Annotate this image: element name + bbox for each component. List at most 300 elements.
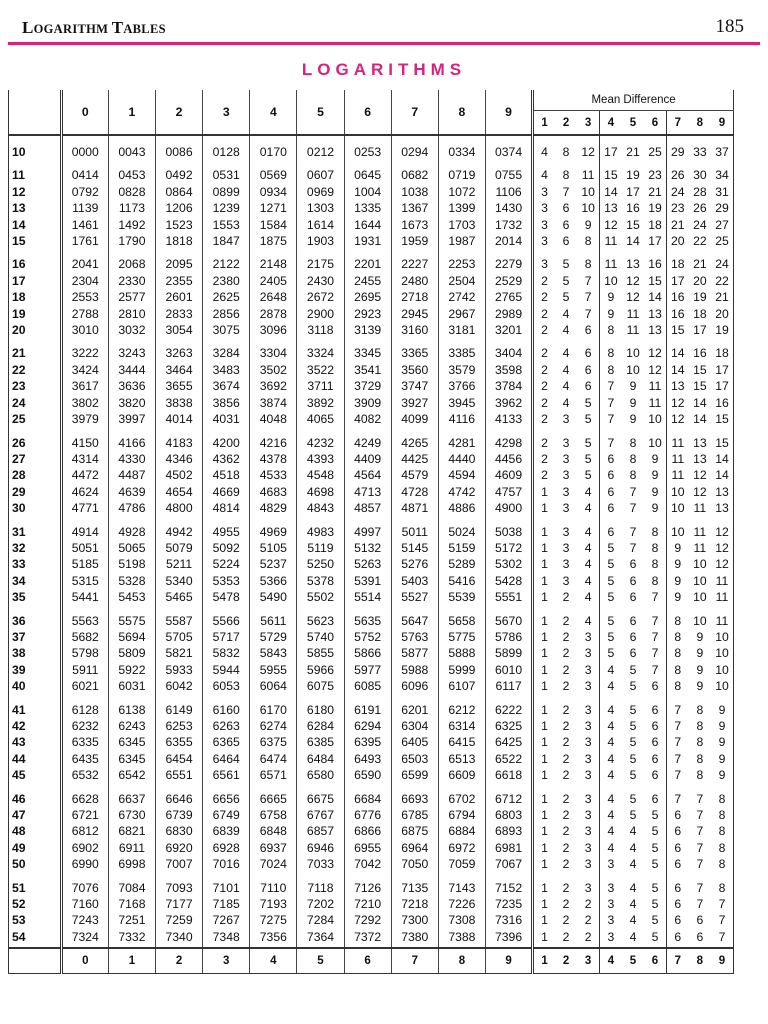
mean-difference-value: 8	[600, 322, 622, 338]
mean-difference-value: 12	[666, 411, 688, 427]
mean-difference-value: 13	[648, 306, 662, 321]
mean-difference-value: 6	[666, 807, 688, 823]
log-value: 4330	[108, 451, 155, 467]
column-header: 3	[203, 90, 250, 135]
log-value: 7332	[108, 929, 155, 948]
mean-difference-value: 1	[541, 791, 548, 806]
log-value: 4166	[108, 435, 155, 451]
log-value: 5855	[297, 645, 344, 661]
log-value: 3945	[438, 395, 485, 411]
log-value: 6911	[108, 840, 155, 856]
mean-difference-value: 10	[648, 435, 662, 450]
log-value: 7267	[203, 912, 250, 928]
corner-cell	[9, 90, 62, 135]
mean-difference-value: 2	[541, 362, 548, 377]
log-value: 7348	[203, 929, 250, 948]
log-value: 4713	[344, 484, 391, 500]
mean-difference-value: 6	[651, 702, 659, 717]
mean-difference-value: 7	[651, 662, 659, 677]
log-value: 7042	[344, 856, 391, 872]
diff-column-header: 9	[711, 111, 734, 136]
mean-difference-value: 13	[693, 451, 707, 466]
log-value: 4378	[250, 451, 297, 467]
mean-difference-value: 6	[600, 484, 622, 500]
row-number: 51	[9, 880, 62, 896]
log-value: 2504	[438, 273, 485, 289]
log-value: 6618	[485, 767, 532, 783]
mean-difference-value: 7	[666, 718, 688, 734]
log-value: 2041	[71, 257, 99, 272]
mean-difference-value: 3	[600, 929, 622, 948]
log-value: 6138	[108, 702, 155, 718]
log-value: 3222	[71, 346, 99, 361]
log-value: 6937	[250, 840, 297, 856]
table-row	[9, 629, 734, 645]
mean-difference-value: 2	[562, 719, 570, 733]
log-value: 5922	[108, 662, 155, 678]
log-value: 6335	[71, 735, 99, 750]
spacer-cell	[9, 249, 62, 256]
log-value: 6893	[485, 823, 532, 839]
log-value: 1523	[156, 217, 203, 233]
log-value: 7226	[438, 896, 485, 912]
mean-difference-value: 8	[711, 791, 734, 807]
mean-difference-value: 6	[584, 323, 592, 338]
mean-difference-value: 10	[666, 484, 688, 500]
log-value: 0682	[391, 167, 438, 183]
mean-difference-value: 11	[666, 435, 688, 451]
spacer-cell	[438, 606, 485, 613]
mean-difference-value: 15	[600, 167, 622, 183]
mean-difference-value: 12	[648, 362, 662, 377]
mean-difference-value: 1	[541, 840, 548, 855]
log-value: 3096	[250, 322, 297, 338]
mean-difference-value: 4	[600, 823, 622, 839]
mean-difference-value: 7	[584, 273, 592, 288]
log-value: 2529	[485, 273, 532, 289]
spacer-cell	[438, 695, 485, 702]
log-value: 3522	[297, 362, 344, 378]
mean-difference-value: 19	[693, 290, 707, 305]
diff-column-header: 5	[622, 111, 644, 136]
log-value: 3054	[156, 322, 203, 338]
mean-difference-value: 10	[693, 573, 707, 588]
spacer-cell	[438, 517, 485, 524]
mean-difference-value: 6	[651, 679, 659, 694]
log-value: 5478	[203, 589, 250, 605]
spacer-cell	[250, 784, 297, 791]
mean-difference-value: 14	[666, 345, 688, 361]
mean-difference-value: 1	[541, 629, 548, 644]
log-value: 3243	[108, 345, 155, 361]
spacer-cell	[203, 606, 250, 613]
log-value: 5694	[108, 629, 155, 645]
mean-difference-value: 9	[711, 718, 734, 734]
log-value: 2742	[438, 289, 485, 305]
log-value: 6821	[108, 823, 155, 839]
mean-difference-value: 5	[651, 857, 659, 872]
mean-difference-value: 6	[600, 451, 622, 467]
log-value: 3464	[156, 362, 203, 378]
spacer-cell	[9, 517, 62, 524]
mean-difference-value: 6	[600, 524, 622, 540]
log-value: 6561	[203, 767, 250, 783]
mean-difference-value: 8	[696, 702, 704, 717]
mean-difference-value: 25	[711, 233, 734, 249]
mean-difference-value: 7	[696, 824, 704, 839]
log-value: 4609	[485, 467, 532, 483]
spacer-cell	[622, 428, 644, 435]
spacer-cell	[711, 160, 734, 167]
log-value: 7243	[71, 913, 99, 928]
mean-difference-value: 8	[651, 557, 659, 572]
row-number: 37	[9, 629, 62, 645]
mean-difference-value: 9	[711, 702, 734, 718]
mean-difference-value: 5	[584, 451, 592, 466]
row-number: 34	[9, 573, 62, 589]
log-value: 5289	[438, 556, 485, 572]
mean-difference-value: 5	[600, 613, 622, 629]
log-value: 7007	[156, 856, 203, 872]
mean-difference-value: 7	[666, 702, 688, 718]
mean-difference-value: 5	[600, 573, 622, 589]
mean-difference-value: 6	[666, 880, 688, 896]
log-value: 6365	[203, 734, 250, 750]
mean-difference-value: 6	[562, 201, 570, 216]
log-value: 3502	[250, 362, 297, 378]
log-value: 4200	[203, 435, 250, 451]
mean-difference-value: 8	[696, 751, 704, 766]
table-row	[9, 929, 734, 948]
log-value: 6474	[250, 751, 297, 767]
mean-difference-value: 1	[541, 824, 548, 839]
spacer-cell	[61, 784, 108, 791]
log-value: 7259	[156, 912, 203, 928]
log-value: 3284	[203, 345, 250, 361]
mean-difference-value: 2	[562, 662, 570, 677]
log-value: 6493	[344, 751, 391, 767]
log-value: 1106	[485, 184, 532, 200]
spacer-cell	[250, 338, 297, 345]
spacer-cell	[644, 784, 666, 791]
log-value: 3802	[71, 395, 99, 410]
log-value: 5453	[108, 589, 155, 605]
mean-difference-value: 3	[562, 573, 570, 588]
log-value: 7364	[297, 929, 344, 948]
log-value: 6212	[438, 702, 485, 718]
mean-difference-value: 2	[562, 702, 570, 717]
mean-difference-value: 13	[648, 323, 662, 338]
mean-difference-value: 2	[562, 629, 570, 644]
mean-difference-value: 2	[562, 590, 570, 605]
mean-difference-value: 3	[584, 751, 592, 766]
spacer-cell	[9, 606, 62, 613]
spacer-cell	[689, 160, 711, 167]
mean-difference-value: 9	[600, 289, 622, 305]
row-number: 16	[9, 256, 62, 272]
spacer-cell	[250, 517, 297, 524]
mean-difference-value: 11	[600, 256, 622, 272]
mean-difference-value: 9	[696, 629, 704, 644]
mean-difference-value: 6	[696, 913, 704, 928]
log-value: 4133	[485, 411, 532, 427]
mean-difference-value: 1	[541, 702, 548, 717]
mean-difference-value: 12	[711, 524, 734, 540]
mean-difference-value: 5	[651, 824, 659, 839]
spacer-cell	[156, 249, 203, 256]
mean-difference-value: 17	[711, 378, 734, 394]
mean-difference-value: 11	[693, 524, 707, 539]
log-value: 4183	[156, 435, 203, 451]
log-value: 3541	[344, 362, 391, 378]
diff-column-footer: 3	[577, 948, 599, 974]
spacer-cell	[533, 428, 555, 435]
diff-column-header: 8	[689, 111, 711, 136]
log-value: 4216	[250, 435, 297, 451]
mean-difference-value: 4	[600, 751, 622, 767]
spacer-cell	[644, 338, 666, 345]
mean-difference-value: 3	[584, 808, 592, 823]
log-value: 3345	[344, 345, 391, 361]
spacer-cell	[297, 249, 344, 256]
log-value: 3909	[344, 395, 391, 411]
log-value: 2967	[438, 306, 485, 322]
row-number: 19	[9, 306, 62, 322]
mean-difference-value: 4	[584, 484, 592, 499]
log-value: 5999	[438, 662, 485, 678]
log-value: 4983	[297, 524, 344, 540]
log-value: 4393	[297, 451, 344, 467]
spacer-cell	[391, 517, 438, 524]
spacer-cell	[344, 249, 391, 256]
log-value: 3711	[297, 378, 344, 394]
column-header: 9	[485, 90, 532, 135]
log-value: 4487	[108, 467, 155, 483]
log-value: 6776	[344, 807, 391, 823]
mean-difference-value: 6	[666, 856, 688, 872]
mean-difference-value: 2	[562, 840, 570, 855]
mean-difference-value: 8	[651, 540, 659, 555]
log-value: 4669	[203, 484, 250, 500]
log-value: 6415	[438, 734, 485, 750]
spacer-cell	[156, 428, 203, 435]
log-value: 5551	[485, 589, 532, 605]
spacer-cell	[711, 249, 734, 256]
mean-difference-value: 6	[600, 500, 622, 516]
mean-difference-value: 6	[629, 573, 637, 588]
log-value: 4800	[156, 500, 203, 516]
mean-difference-value: 22	[693, 234, 707, 249]
spacer-cell	[711, 135, 734, 144]
log-value: 3385	[438, 345, 485, 361]
mean-difference-value: 8	[651, 524, 659, 539]
log-value: 5911	[72, 662, 99, 677]
log-value: 6253	[156, 718, 203, 734]
spacer-cell	[600, 249, 622, 256]
log-value: 5786	[485, 629, 532, 645]
mean-difference-value: 4	[562, 362, 570, 377]
spacer-cell	[108, 428, 155, 435]
spacer-cell	[577, 695, 599, 702]
mean-difference-value: 4	[541, 145, 548, 159]
mean-difference-value: 1	[541, 929, 548, 944]
spacer-cell	[622, 606, 644, 613]
log-value: 5682	[71, 629, 99, 644]
mean-difference-value: 1	[541, 897, 548, 912]
log-value: 6107	[438, 678, 485, 694]
log-value: 4065	[297, 411, 344, 427]
log-value: 5185	[71, 557, 99, 572]
log-value: 6395	[344, 734, 391, 750]
spacer-cell	[203, 428, 250, 435]
log-value: 0086	[156, 144, 203, 160]
diff-column-header: 4	[600, 111, 622, 136]
mean-difference-value: 6	[651, 791, 659, 806]
mean-difference-value: 6	[651, 719, 659, 733]
log-value: 7202	[297, 896, 344, 912]
mean-difference-value: 15	[693, 362, 707, 377]
spacer-cell	[666, 338, 688, 345]
log-value: 5899	[485, 645, 532, 661]
mean-difference-value: 22	[711, 273, 734, 289]
spacer-cell	[297, 873, 344, 880]
mean-difference-value: 6	[666, 896, 688, 912]
mean-difference-value: 4	[584, 573, 592, 588]
spacer-cell	[9, 873, 62, 880]
log-value: 5740	[297, 629, 344, 645]
log-value: 6580	[297, 767, 344, 783]
mean-difference-value: 1	[541, 484, 548, 499]
spacer-cell	[61, 338, 108, 345]
table-row	[9, 256, 734, 272]
page-number: 185	[715, 16, 744, 37]
log-value: 5079	[156, 540, 203, 556]
table-row	[9, 200, 734, 216]
log-value: 6542	[108, 767, 155, 783]
log-value: 5465	[156, 589, 203, 605]
mean-difference-value: 10	[581, 184, 595, 199]
diff-column-header: 1	[533, 111, 555, 136]
log-value: 1732	[485, 217, 532, 233]
log-value: 5717	[203, 629, 250, 645]
mean-difference-value: 5	[584, 395, 592, 410]
log-value: 5378	[297, 573, 344, 589]
table-row	[9, 807, 734, 823]
log-value: 1553	[203, 217, 250, 233]
mean-difference-value: 9	[666, 573, 688, 589]
spacer-cell	[666, 606, 688, 613]
spacer-cell	[108, 784, 155, 791]
mean-difference-value: 21	[666, 217, 688, 233]
mean-difference-value: 11	[600, 233, 622, 249]
mean-difference-value: 4	[562, 306, 570, 321]
log-value: 5302	[485, 556, 532, 572]
log-value: 6803	[485, 807, 532, 823]
column-footer: 9	[485, 948, 532, 974]
mean-difference-value: 17	[600, 144, 622, 160]
spacer-cell	[203, 517, 250, 524]
row-number: 11	[9, 167, 62, 183]
log-value: 0492	[156, 167, 203, 183]
log-value: 5658	[438, 613, 485, 629]
spacer-cell	[689, 249, 711, 256]
mean-difference-value: 4	[600, 791, 622, 807]
log-value: 3927	[391, 395, 438, 411]
mean-difference-value: 9	[666, 556, 688, 572]
spacer-cell	[438, 249, 485, 256]
spacer-cell	[108, 249, 155, 256]
mean-difference-value: 17	[666, 273, 688, 289]
mean-difference-value: 1	[541, 880, 548, 895]
log-value: 4843	[297, 500, 344, 516]
mean-difference-value: 9	[584, 217, 592, 232]
column-header: 4	[250, 90, 297, 135]
log-value: 7101	[203, 880, 250, 896]
log-value: 6405	[391, 734, 438, 750]
mean-difference-value: 17	[648, 234, 662, 249]
log-value: 1761	[71, 234, 99, 249]
mean-difference-value: 14	[711, 451, 734, 467]
log-value: 1038	[391, 184, 438, 200]
mean-difference-value: 9	[666, 540, 688, 556]
spacer-cell	[622, 695, 644, 702]
spacer-cell	[156, 135, 203, 144]
spacer-cell	[666, 428, 688, 435]
table-row	[9, 613, 734, 629]
spacer-cell	[666, 784, 688, 791]
spacer-cell	[61, 249, 108, 256]
row-number: 40	[9, 678, 62, 694]
mean-difference-value: 10	[648, 412, 662, 427]
mean-difference-value: 7	[711, 929, 734, 948]
mean-difference-value: 8	[629, 468, 637, 483]
log-value: 5955	[250, 662, 297, 678]
log-value: 4639	[108, 484, 155, 500]
spacer-cell	[391, 338, 438, 345]
spacer-cell	[577, 517, 599, 524]
log-value: 6998	[108, 856, 155, 872]
row-number: 52	[9, 896, 62, 912]
log-value: 6243	[108, 718, 155, 734]
log-value: 3201	[485, 322, 532, 338]
mean-difference-value: 18	[711, 345, 734, 361]
mean-difference-value: 16	[666, 289, 688, 305]
table-row	[9, 912, 734, 928]
row-number: 35	[9, 589, 62, 605]
mean-difference-value: 2	[584, 929, 592, 944]
spacer-cell	[689, 428, 711, 435]
mean-difference-value: 8	[600, 345, 622, 361]
mean-difference-value: 12	[626, 273, 640, 288]
mean-difference-value: 24	[666, 184, 688, 200]
log-value: 4579	[391, 467, 438, 483]
diff-column-header: 6	[644, 111, 666, 136]
mean-difference-value: 9	[651, 501, 659, 516]
diff-column-footer: 2	[555, 948, 577, 974]
mean-difference-value: 7	[696, 857, 704, 872]
spacer-cell	[297, 606, 344, 613]
mean-difference-value: 3	[562, 540, 570, 555]
mean-difference-value: 12	[626, 290, 640, 305]
log-value: 2989	[485, 306, 532, 322]
mean-difference-value: 5	[584, 468, 592, 483]
log-value: 4099	[391, 411, 438, 427]
spacer-cell	[600, 695, 622, 702]
mean-difference-value: 14	[648, 290, 662, 305]
mean-difference-value: 5	[651, 840, 659, 855]
log-value: 6010	[485, 662, 532, 678]
log-value: 1399	[438, 200, 485, 216]
